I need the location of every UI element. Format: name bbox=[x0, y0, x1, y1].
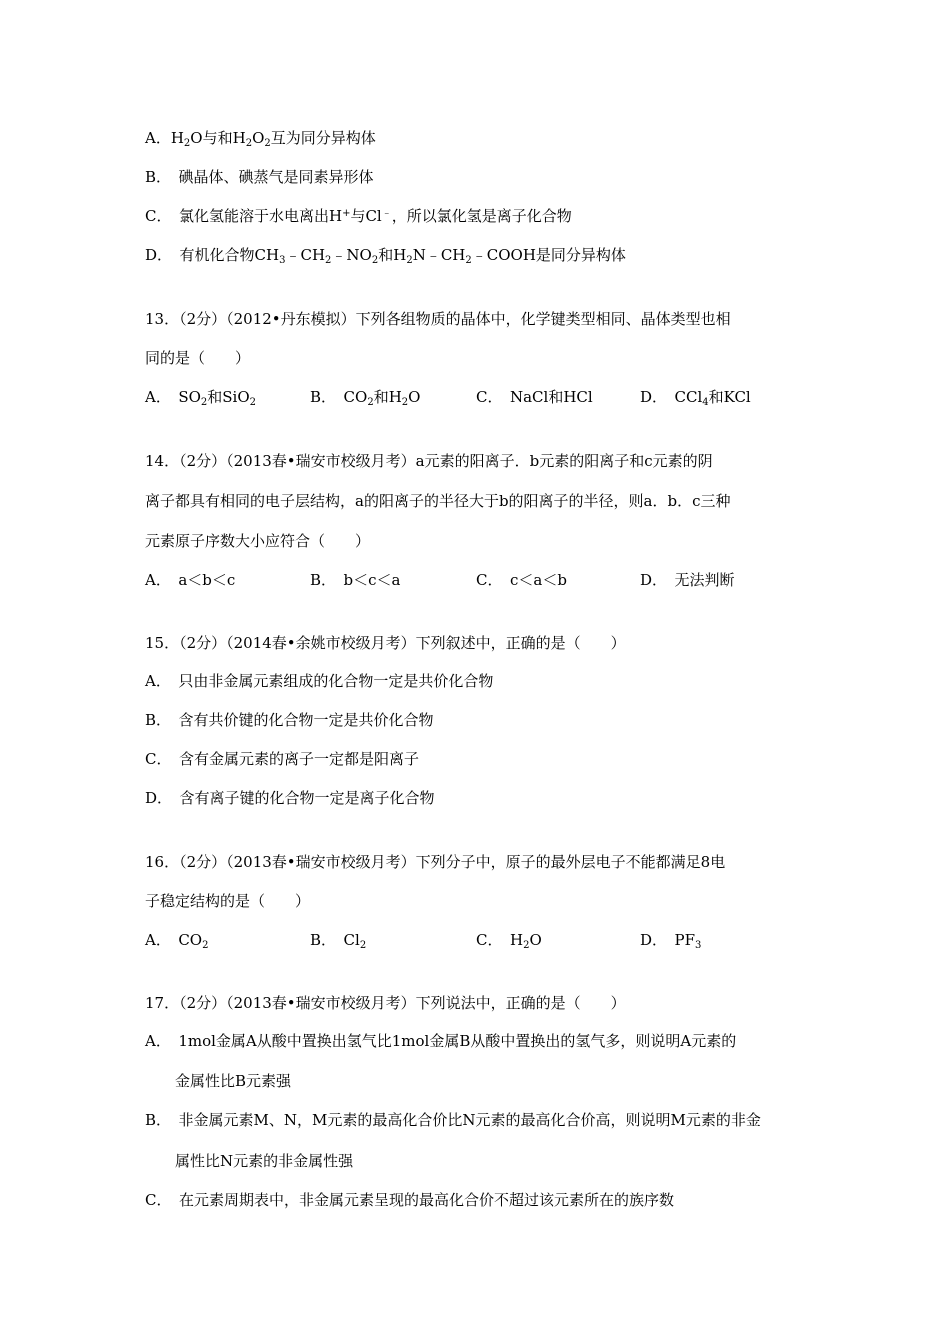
q14-option-c: C． c＜a＜b bbox=[476, 571, 567, 589]
q13-option-b: B． $CO_2$和$H_2O$ bbox=[310, 388, 421, 408]
q15-option-d: D． 含有离子键的化合物一定是离子化合物 bbox=[145, 789, 435, 807]
q16-option-d: D． $PF_3$ bbox=[640, 931, 702, 951]
q14-option-a: A． a＜b＜c bbox=[145, 571, 236, 589]
q14-stem-line1: 14．（2分）（2013春•瑞安市校级月考）a元素的阳离子．b元素的阳离子和c元素的阴 bbox=[145, 452, 713, 470]
q17-stem: 17．（2分）（2013春•瑞安市校级月考）下列说法中，正确的是（ ） bbox=[145, 994, 626, 1012]
q12-option-d: D． 有机化合物$CH_3﹣CH_2﹣NO_2$和$H_2N﹣CH_2﹣COOH$是同分异构体 bbox=[145, 246, 626, 266]
q13-option-c: C． NaCl和HCl bbox=[476, 388, 593, 406]
q17-option-a-line2: 金属性比B元素强 bbox=[175, 1072, 292, 1090]
q13-option-a: A． $SO_2$和SiO$_2$ bbox=[145, 388, 257, 408]
q15-stem: 15．（2分）（2014春•余姚市校级月考）下列叙述中，正确的是（ ） bbox=[145, 634, 626, 652]
q15-option-a: A． 只由非金属元素组成的化合物一定是共价化合物 bbox=[145, 672, 494, 690]
q17-option-a-line1: A． 1mol金属A从酸中置换出氢气比1mol金属B从酸中置换出的氢气多，则说明A元素的 bbox=[145, 1032, 737, 1050]
q16-option-b: B． $Cl_2$ bbox=[310, 931, 367, 951]
q13-stem-line2: 同的是（ ） bbox=[145, 349, 251, 367]
q17-option-b-line2: 属性比N元素的非金属性强 bbox=[175, 1152, 354, 1170]
q14-option-b: B． b＜c＜a bbox=[310, 571, 401, 589]
q15-option-b: B． 含有共价键的化合物一定是共价化合物 bbox=[145, 711, 434, 729]
q15-option-c: C． 含有金属元素的离子一定都是阳离子 bbox=[145, 750, 419, 768]
q16-stem-line2: 子稳定结构的是（ ） bbox=[145, 892, 311, 910]
q16-stem-line1: 16．（2分）（2013春•瑞安市校级月考）下列分子中，原子的最外层电子不能都满足8电 bbox=[145, 853, 726, 871]
q14-stem-line3: 元素原子序数大小应符合（ ） bbox=[145, 532, 371, 550]
q14-stem-line2: 离子都具有相同的电子层结构，a的阳离子的半径大于b的阳离子的半径，则a．b．c三种 bbox=[145, 492, 731, 510]
q17-option-c: C． 在元素周期表中，非金属元素呈现的最高化合价不超过该元素所在的族序数 bbox=[145, 1191, 674, 1209]
q16-option-c: C． $H_2O$ bbox=[476, 931, 542, 951]
q12-option-c: C． 氯化氢能溶于水电离出H+与Cl﹣，所以氯化氢是离子化合物 bbox=[145, 207, 572, 225]
q12-option-a: A．$H_2O$与和$H_2O_2$互为同分异构体 bbox=[145, 129, 376, 149]
q13-option-d: D． CCl$_4$和KCl bbox=[640, 388, 751, 408]
q14-option-d: D． 无法判断 bbox=[640, 571, 735, 589]
q13-stem-line1: 13．（2分）（2012•丹东模拟）下列各组物质的晶体中，化学键类型相同、晶体类型也相 bbox=[145, 310, 731, 328]
q17-option-b-line1: B． 非金属元素M、N，M元素的最高化合价比N元素的最高化合价高，则说明M元素的非金 bbox=[145, 1111, 761, 1129]
q12-option-b: B． 碘晶体、碘蒸气是同素异形体 bbox=[145, 168, 374, 186]
q16-option-a: A． $CO_2$ bbox=[145, 931, 209, 951]
